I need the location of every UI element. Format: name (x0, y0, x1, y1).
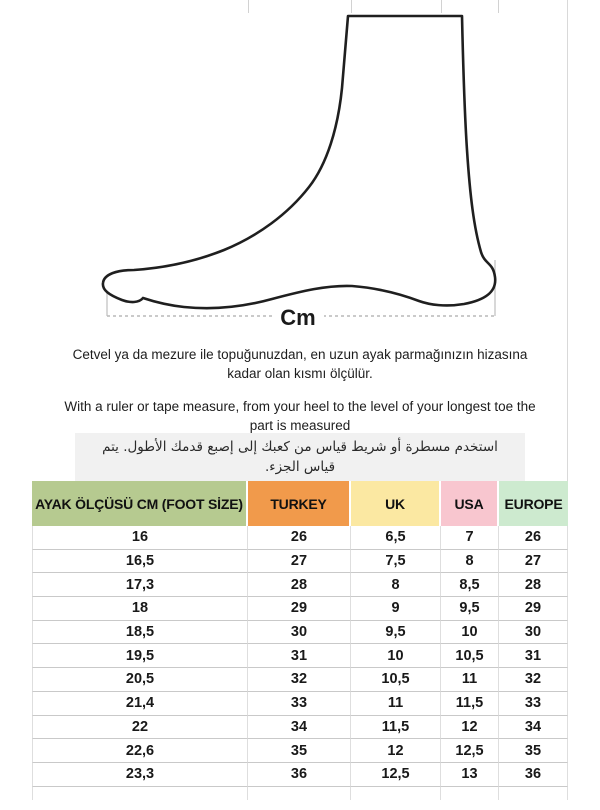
table-cell: 26 (499, 526, 568, 550)
table-cell: 23,3 (32, 763, 248, 787)
table-cell: 8 (441, 550, 499, 574)
table-cell: 21,4 (32, 692, 248, 716)
table-cell: 8,5 (441, 573, 499, 597)
table-cell: 13 (441, 763, 499, 787)
table-cell: 28 (248, 573, 351, 597)
table-cell: 12,5 (441, 739, 499, 763)
table-cell: 35 (248, 739, 351, 763)
table-cell: 33 (248, 692, 351, 716)
table-cell: 36 (499, 763, 568, 787)
cm-label: Cm (280, 305, 316, 330)
table-cell: 7,5 (351, 550, 441, 574)
foot-outline-drawing (0, 0, 600, 345)
table-cell: 12,5 (351, 763, 441, 787)
table-cell: 8 (351, 573, 441, 597)
table-cell: 30 (248, 621, 351, 645)
header-cell: EUROPE (499, 481, 568, 526)
table-cell-empty (441, 787, 499, 800)
table-cell: 10 (441, 621, 499, 645)
table-cell: 31 (248, 644, 351, 668)
table-cell: 29 (248, 597, 351, 621)
instruction-arabic (0, 433, 600, 483)
table-header-row (32, 481, 568, 526)
table-cell: 11 (441, 668, 499, 692)
header-cell: USA (441, 481, 499, 526)
table-cell: 33 (499, 692, 568, 716)
table-body (32, 526, 568, 810)
table-cell: 9,5 (351, 621, 441, 645)
table-cell: 16,5 (32, 550, 248, 574)
table-cell: 9 (351, 597, 441, 621)
foot-measurement-diagram (0, 0, 600, 345)
instruction-english-text: With a ruler or tape measure, from your heel to the level of your longest toe the part is measured (64, 399, 536, 433)
table-cell: 32 (248, 668, 351, 692)
table-cell: 16 (32, 526, 248, 550)
table-cell: 36 (248, 763, 351, 787)
size-conversion-table (32, 481, 568, 810)
header-cell: TURKEY (248, 481, 351, 526)
table-cell: 22,6 (32, 739, 248, 763)
table-cell: 34 (248, 716, 351, 740)
table-cell: 12 (351, 739, 441, 763)
table-cell: 11 (351, 692, 441, 716)
instruction-english (0, 397, 600, 435)
table-cell: 12 (441, 716, 499, 740)
table-cell: 22 (32, 716, 248, 740)
table-cell: 11,5 (351, 716, 441, 740)
table-cell: 20,5 (32, 668, 248, 692)
table-cell-empty (499, 787, 568, 800)
table-cell: 10,5 (441, 644, 499, 668)
table-cell: 6,5 (351, 526, 441, 550)
table-cell: 7 (441, 526, 499, 550)
table-cell: 30 (499, 621, 568, 645)
table-cell: 11,5 (441, 692, 499, 716)
table-cell: 9,5 (441, 597, 499, 621)
table-cell: 31 (499, 644, 568, 668)
table-cell: 32 (499, 668, 568, 692)
table-cell: 27 (499, 550, 568, 574)
instruction-arabic-text: استخدم مسطرة أو شريط قياس من كعبك إلى إصبع قدمك الأطول. يتم قياس الجزء. (75, 433, 525, 483)
table-cell: 17,3 (32, 573, 248, 597)
instruction-turkish (0, 345, 600, 383)
table-cell: 29 (499, 597, 568, 621)
header-cell: AYAK ÖLÇÜSÜ CM (FOOT SİZE) (32, 481, 248, 526)
header-cell: UK (351, 481, 441, 526)
table-cell: 18 (32, 597, 248, 621)
table-cell: 10 (351, 644, 441, 668)
table-cell: 28 (499, 573, 568, 597)
table-cell: 10,5 (351, 668, 441, 692)
table-cell: 35 (499, 739, 568, 763)
table-cell: 26 (248, 526, 351, 550)
table-cell: 34 (499, 716, 568, 740)
table-cell-empty (248, 787, 351, 800)
foot-outline-path (103, 16, 495, 308)
table-cell: 27 (248, 550, 351, 574)
table-cell-empty (32, 787, 248, 800)
instruction-turkish-text: Cetvel ya da mezure ile topuğunuzdan, en uzun ayak parmağınızın hizasına kadar olan kısmı ölçülür. (72, 347, 528, 381)
table-cell-empty (351, 787, 441, 800)
table-cell: 18,5 (32, 621, 248, 645)
table-cell: 19,5 (32, 644, 248, 668)
